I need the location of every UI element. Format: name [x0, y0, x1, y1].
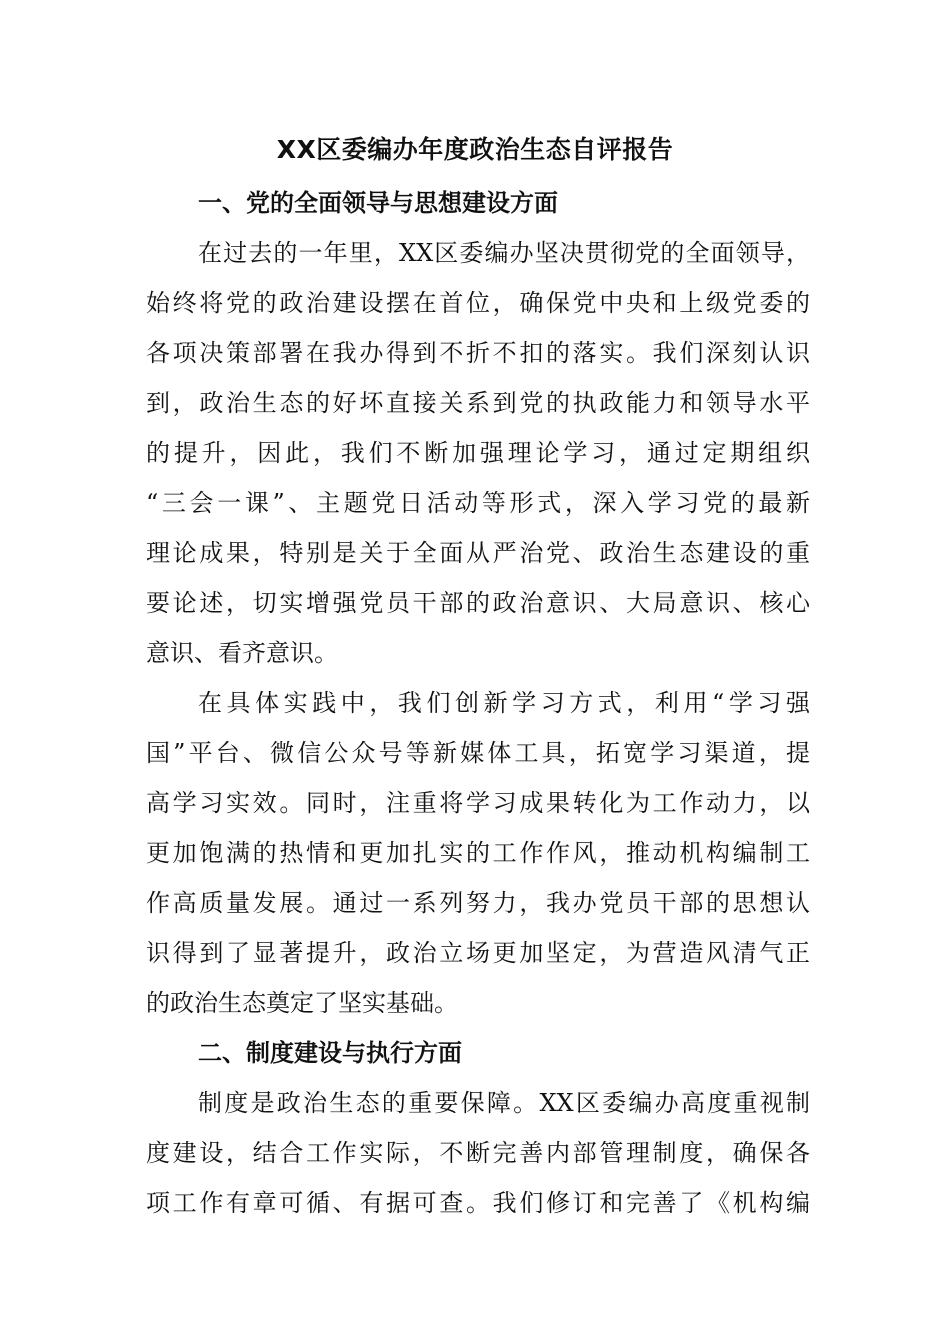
paragraph-line: 识得到了显著提升，政治立场更加坚定，为营造风清气正: [146, 939, 810, 967]
paragraph-line: 国”平台、微信公众号等新媒体工具，拓宽学习渠道，提: [146, 739, 810, 767]
document-title: XX区委编办年度政治生态自评报告: [276, 135, 674, 164]
paragraph-line: 作高质量发展。通过一系列努力，我办党员干部的思想认: [146, 889, 810, 917]
paragraph-line: 在过去的一年里，XX区委编办坚决贯彻党的全面领导，: [198, 239, 810, 267]
paragraph-line: 度建设，结合工作实际，不断完善内部管理制度，确保各: [146, 1139, 810, 1167]
paragraph-line: 要论述，切实增强党员干部的政治意识、大局意识、核心: [146, 589, 810, 617]
paragraph-line: 的提升，因此，我们不断加强理论学习，通过定期组织: [146, 439, 810, 467]
section-heading-1: 一、党的全面领导与思想建设方面: [198, 189, 558, 217]
paragraph-line: 各项决策部署在我办得到不折不扣的落实。我们深刻认识: [146, 339, 810, 367]
paragraph-line: 制度是政治生态的重要保障。XX区委编办高度重视制: [198, 1089, 810, 1117]
paragraph: [146, 678, 810, 1028]
paragraph-line: 的政治生态奠定了坚实基础。: [146, 989, 458, 1017]
paragraph-line: 在具体实践中，我们创新学习方式，利用“学习强: [198, 689, 810, 717]
paragraph: [146, 228, 810, 678]
paragraph-line: 高学习实效。同时，注重将学习成果转化为工作动力，以: [146, 789, 810, 817]
paragraph-line: 始终将党的政治建设摆在首位，确保党中央和上级党委的: [146, 289, 810, 317]
paragraph-line: 理论成果，特别是关于全面从严治党、政治生态建设的重: [146, 539, 810, 567]
paragraph: [146, 1078, 810, 1228]
section-heading-2: 二、制度建设与执行方面: [198, 1039, 462, 1067]
document-body: [146, 178, 810, 1228]
paragraph-line: “三会一课”、主题党日活动等形式，深入学习党的最新: [146, 489, 810, 517]
paragraph-line: 项工作有章可循、有据可查。我们修订和完善了《机构编: [146, 1189, 810, 1217]
paragraph-line: 更加饱满的热情和更加扎实的工作作风，推动机构编制工: [146, 839, 810, 867]
paragraph-line: 意识、看齐意识。: [146, 639, 338, 667]
paragraph-line: 到，政治生态的好坏直接关系到党的执政能力和领导水平: [146, 389, 810, 417]
